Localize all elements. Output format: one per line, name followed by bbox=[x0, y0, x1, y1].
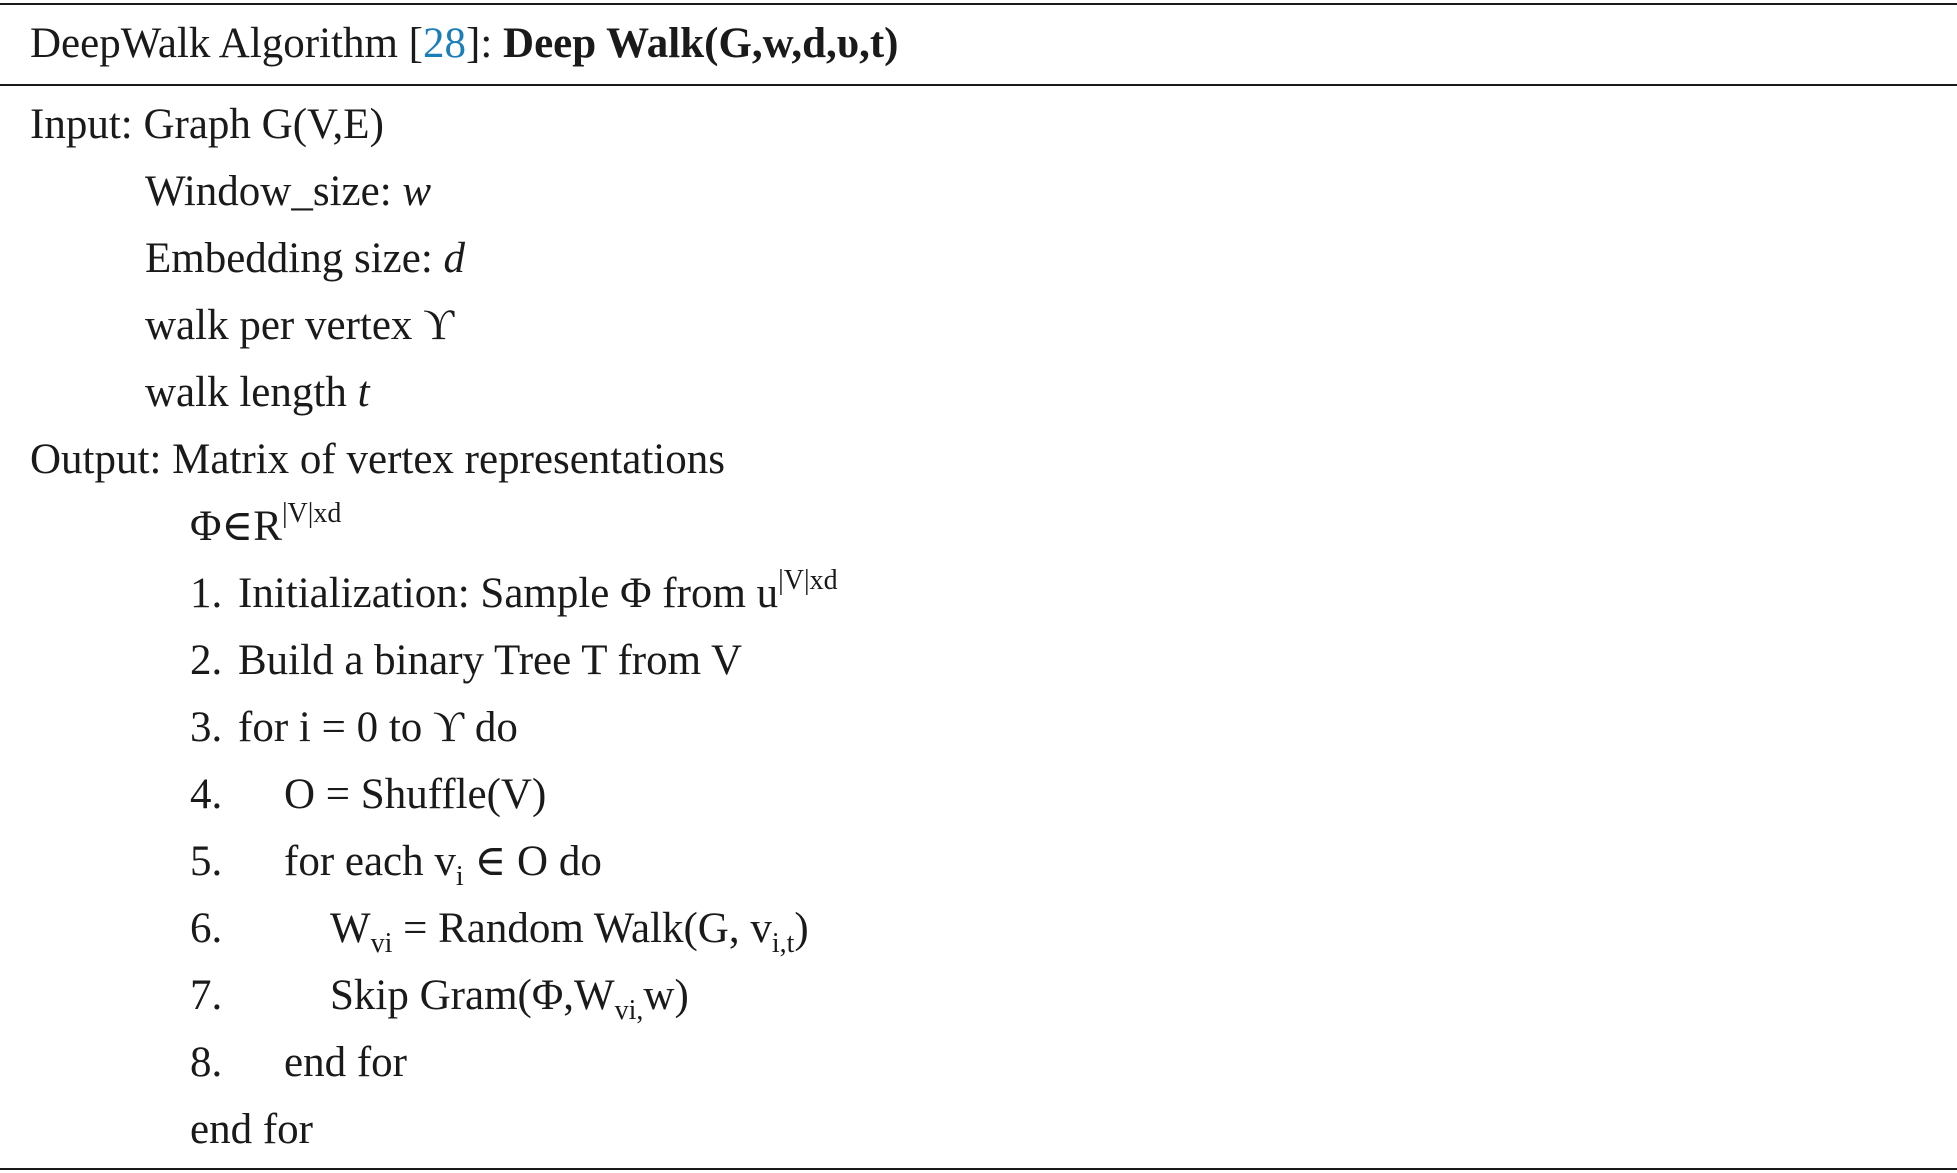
phi-superscript: |V|xd bbox=[281, 498, 342, 529]
param-var: t bbox=[357, 369, 370, 416]
param-label: walk length bbox=[145, 369, 358, 416]
input-label: Input: Graph G(V,E) bbox=[30, 101, 384, 148]
algorithm-title: Deep Walk(G,w,d,υ,t) bbox=[503, 20, 899, 67]
step-superscript: |V|xd bbox=[778, 565, 838, 596]
param-embedding-size bbox=[145, 234, 465, 284]
algorithm-header bbox=[30, 19, 898, 69]
param-walk-per-vertex bbox=[145, 301, 454, 351]
output-matrix bbox=[190, 498, 342, 557]
step-number: 5. bbox=[190, 838, 223, 885]
header-prefix: DeepWalk Algorithm [ bbox=[30, 20, 424, 67]
step-number: 4. bbox=[190, 771, 223, 818]
step-3 bbox=[190, 703, 518, 753]
step-number: 6. bbox=[190, 905, 223, 952]
top-rule bbox=[0, 3, 1957, 5]
step-text: Initialization: Sample Φ from u bbox=[238, 570, 779, 617]
param-label: Embedding size: bbox=[145, 235, 444, 282]
param-walk-length bbox=[145, 368, 370, 418]
step-6 bbox=[190, 904, 809, 959]
step-text: end for bbox=[284, 1039, 407, 1086]
step-2 bbox=[190, 636, 742, 686]
phi-base: Φ∈R bbox=[190, 503, 282, 550]
step-7 bbox=[190, 971, 689, 1026]
step-subscript: vi, bbox=[614, 995, 644, 1026]
step-number: 3. bbox=[190, 704, 223, 751]
step-text: ) bbox=[794, 905, 809, 952]
param-var: d bbox=[443, 235, 466, 282]
step-number: 7. bbox=[190, 972, 223, 1019]
citation-link[interactable]: 28 bbox=[423, 20, 467, 67]
param-label: walk per vertex ϒ bbox=[145, 302, 455, 349]
step-number: 2. bbox=[190, 637, 223, 684]
step-text: ∈ O do bbox=[463, 838, 602, 885]
header-suffix: ]: bbox=[466, 20, 504, 67]
step-1 bbox=[190, 565, 838, 624]
output-label: Output: Matrix of vertex representations bbox=[30, 436, 725, 483]
step-text: w) bbox=[643, 972, 689, 1019]
param-label: Window_size: bbox=[145, 168, 403, 215]
step-4 bbox=[190, 770, 546, 820]
step-subscript: i,t bbox=[771, 928, 795, 959]
step-text: for each v bbox=[284, 838, 456, 885]
step-text: W bbox=[330, 905, 371, 952]
param-window-size bbox=[145, 167, 431, 217]
step-text: for i = 0 to ϒ do bbox=[238, 704, 518, 751]
final-end-for: end for bbox=[190, 1106, 313, 1153]
step-subscript: i bbox=[455, 861, 464, 892]
step-8 bbox=[190, 1038, 407, 1088]
header-rule bbox=[0, 84, 1957, 86]
step-number: 8. bbox=[190, 1039, 223, 1086]
step-number: 1. bbox=[190, 570, 223, 617]
step-text: O = Shuffle(V) bbox=[284, 771, 547, 818]
step-text: Skip Gram(Φ,W bbox=[330, 972, 615, 1019]
step-text: = Random Walk(G, v bbox=[392, 905, 772, 952]
step-text: Build a binary Tree T from V bbox=[238, 637, 743, 684]
step-subscript: vi bbox=[370, 928, 393, 959]
bottom-rule bbox=[0, 1168, 1957, 1170]
param-var: w bbox=[402, 168, 432, 215]
step-5 bbox=[190, 837, 602, 892]
